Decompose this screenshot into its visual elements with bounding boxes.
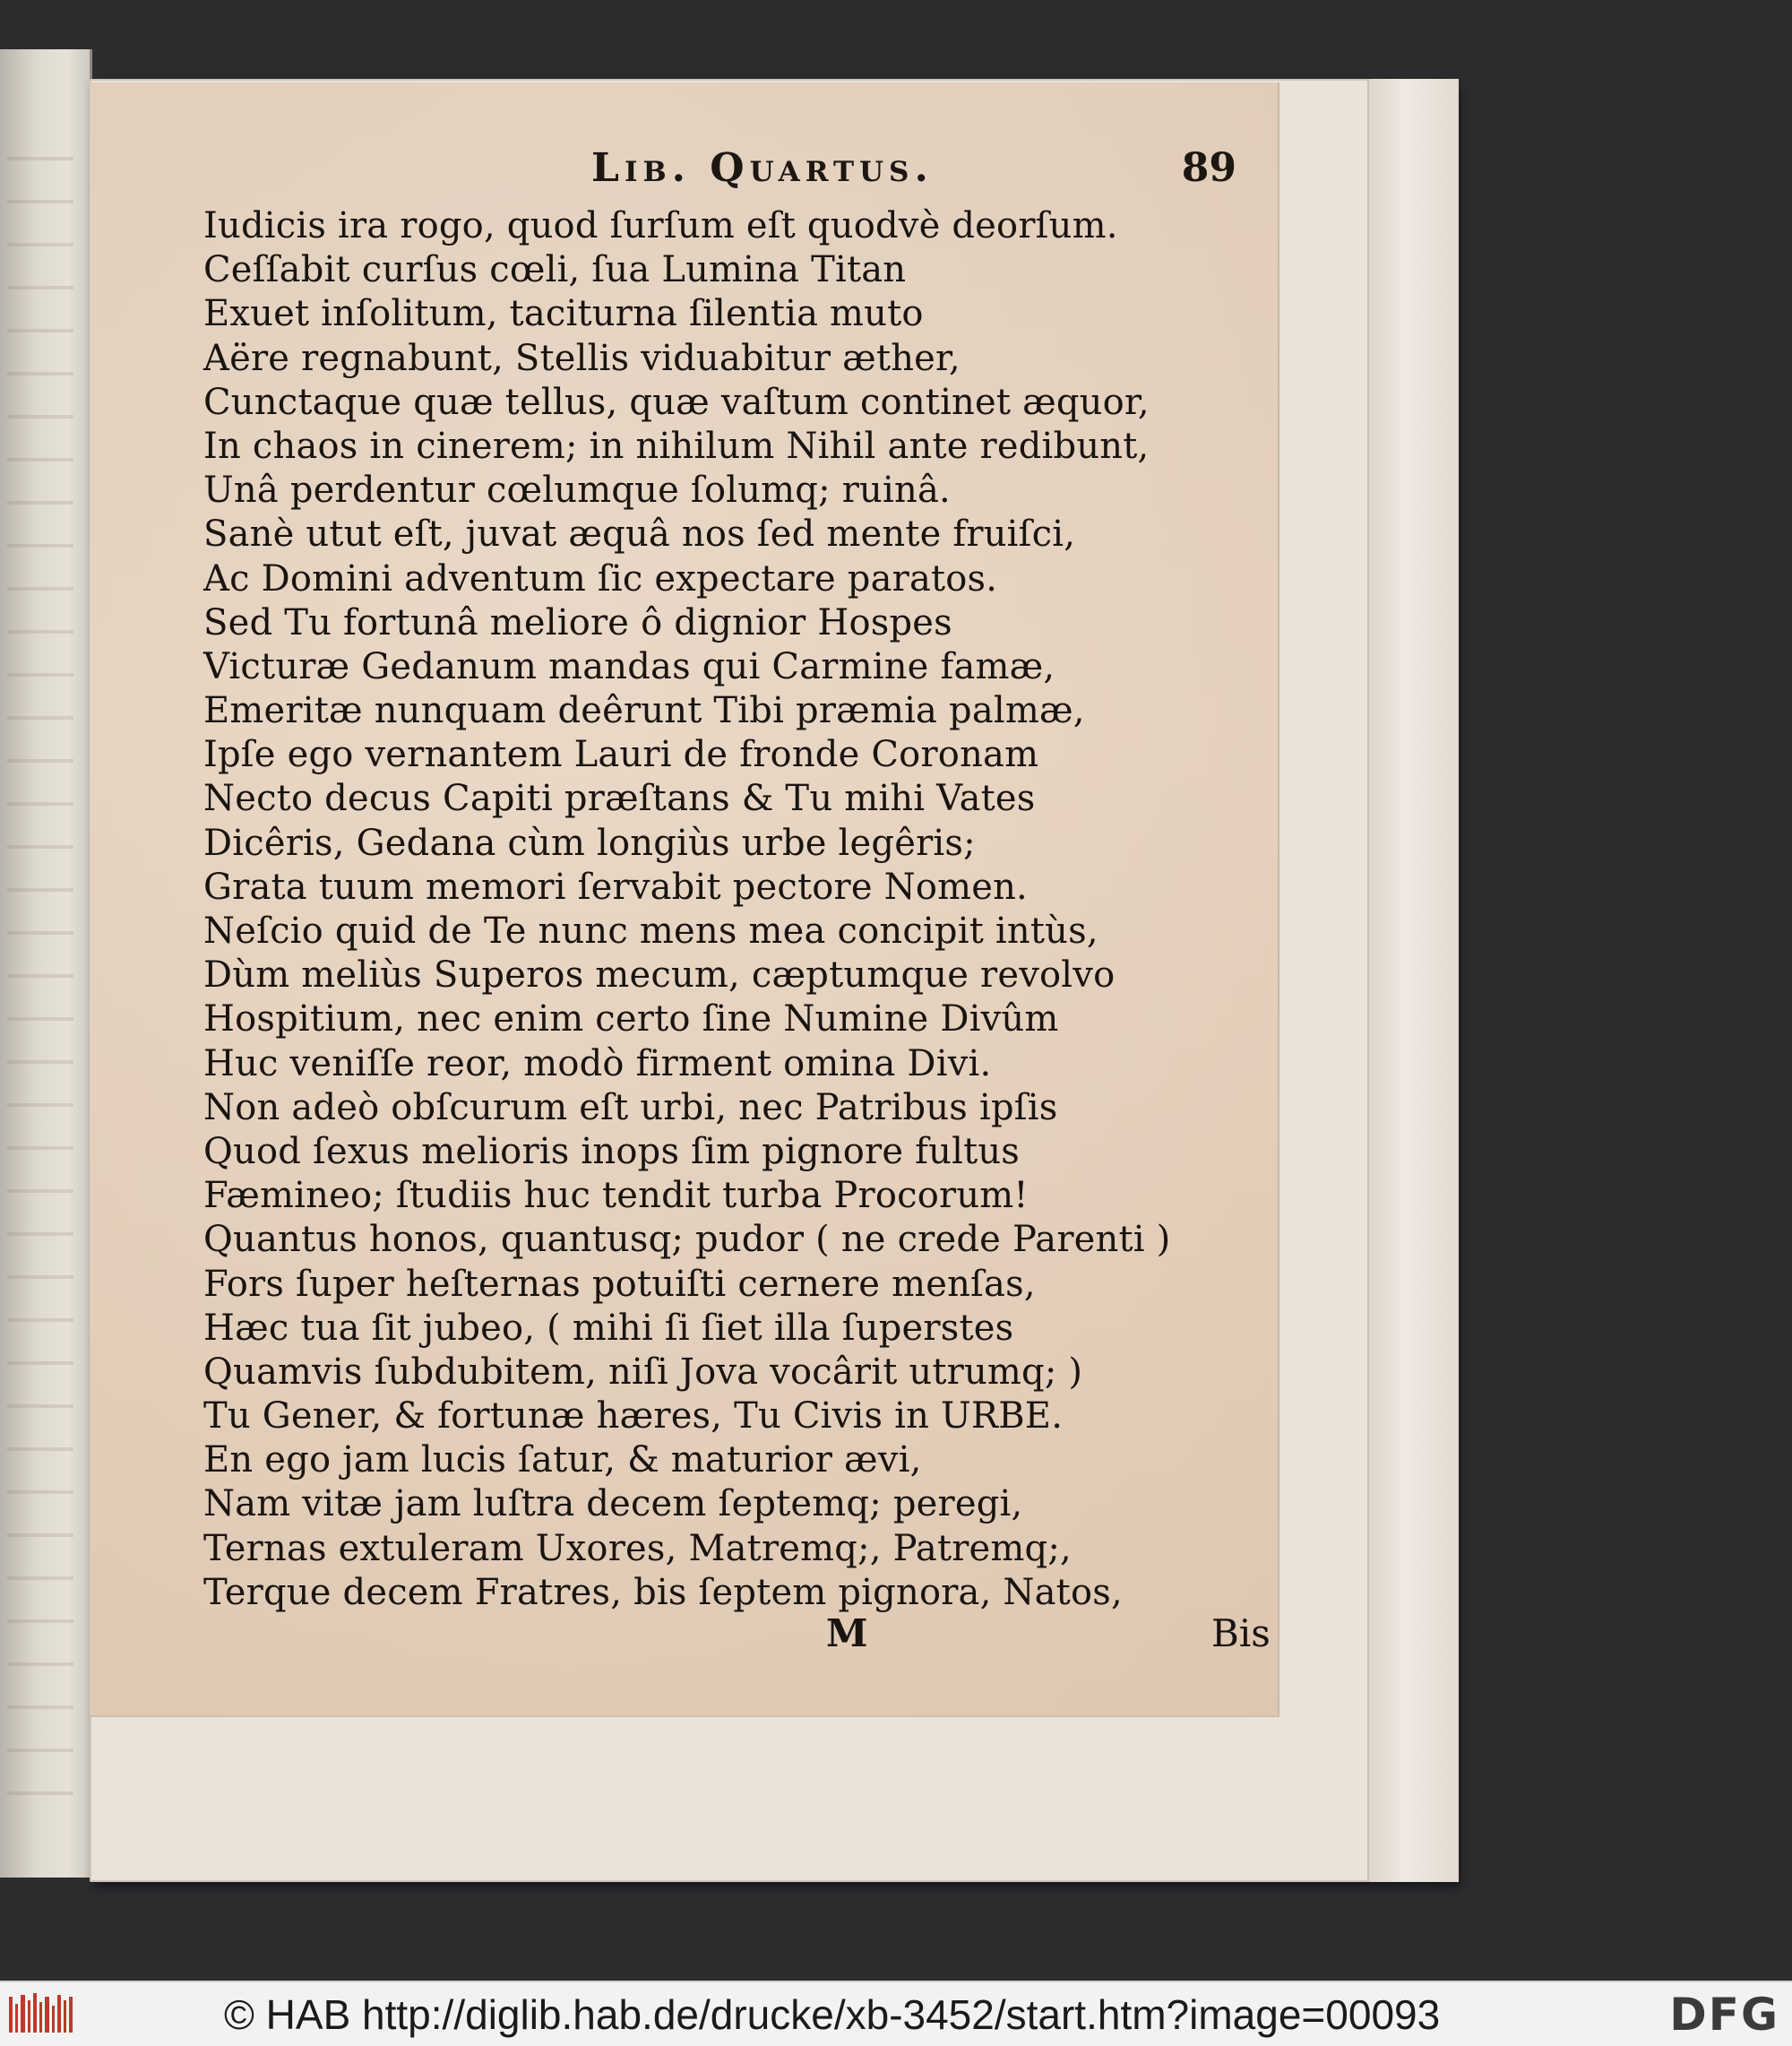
verse-line: Dùm meliùs Superos mecum, cæptumque revolvo <box>203 954 1116 997</box>
verse-line: Cunctaque quæ tellus, quæ vaſtum continet æquor, <box>203 381 1150 423</box>
verse-line: Sanè utut eſt, juvat æquâ nos ſed mente fruiſci, <box>203 514 1076 556</box>
verse-line: Fors ſuper heſternas potuiſti cernere menſas, <box>203 1263 1036 1305</box>
verse-line: Ac Domini adventum ſic expectare paratos. <box>203 557 998 600</box>
signature-mark: M <box>826 1611 868 1655</box>
verse-line: Grata tuum memori ſervabit pectore Nomen. <box>203 866 1028 908</box>
verse-line: Necto decus Capiti præſtans & Tu mihi Vates <box>203 778 1036 820</box>
verse-line: Hospitium, nec enim certo ſine Numine Divûm <box>203 998 1059 1040</box>
verse-line: Tu Gener, & fortunæ hæres, Tu Civis in URBE. <box>203 1395 1064 1437</box>
verse-line: En ego jam lucis ſatur, & maturior ævi, <box>203 1439 922 1481</box>
verse-line: Dicêris, Gedana cùm longiùs urbe legêris; <box>203 822 976 864</box>
verse-line: Non adeò obſcurum eſt urbi, nec Patribus ipſis <box>203 1086 1058 1128</box>
dfg-logo: DFG <box>1669 1989 1779 2041</box>
page-margin-strip <box>1367 79 1459 1882</box>
verse-line: Ipſe ego vernantem Lauri de fronde Coronam <box>203 734 1039 776</box>
book-page <box>90 79 1457 1882</box>
verse-line: Ternas extuleram Uxores, Matremq;, Patremq;, <box>203 1527 1072 1569</box>
verse-line: Quamvis ſubdubitem, niſi Jova vocârit utrumq; ) <box>203 1351 1083 1393</box>
barcode-icon <box>7 1991 75 2038</box>
verse-line: Fæmineo; ſtudiis huc tendit turba Procorum! <box>203 1175 1029 1217</box>
printed-leaf <box>90 82 1279 1717</box>
verse-line: Victuræ Gedanum mandas qui Carmine famæ, <box>203 645 1055 687</box>
verse-line: Aëre regnabunt, Stellis viduabitur æther, <box>203 337 961 379</box>
verse-line: Unâ perdentur cœlumque ſolumq; ruinâ. <box>203 470 951 512</box>
left-page-edge <box>0 49 92 1878</box>
page-number: 89 <box>1181 145 1236 191</box>
verse-line: Ceſſabit curſus cœli, ſua Lumina Titan <box>203 249 907 291</box>
verse-line: Nam vitæ jam luſtra decem ſeptemq; peregi, <box>203 1483 1023 1525</box>
verse-line: Terque decem Fratres, bis ſeptem pignora, Natos, <box>203 1571 1123 1613</box>
verse-line: Huc veniſſe reor, modò firment omina Divi. <box>203 1042 992 1084</box>
verse-line: Sed Tu fortunâ meliore ô dignior Hospes <box>203 601 952 643</box>
verse-line: Exuet inſolitum, taciturna ſilentia muto <box>203 293 924 335</box>
verse-line: Hæc tua ſit jubeo, ( mihi ſi ſiet illa ſuperstes <box>203 1307 1014 1349</box>
verse-line: In chaos in cinerem; in nihilum Nihil ante redibunt, <box>203 425 1150 467</box>
catchword: Bis <box>1211 1611 1271 1655</box>
verse-line: Iudicis ira rogo, quod ſurſum eſt quodvè deorſum. <box>203 205 1118 246</box>
page-header <box>591 145 1272 199</box>
copyright-link[interactable]: © HAB http://diglib.hab.de/drucke/xb-3452/start.htm?image=00093 <box>224 1991 1441 2038</box>
viewer-footer <box>0 1981 1792 2046</box>
running-head: Lib. Quartus. <box>591 145 934 191</box>
verse-line: Quantus honos, quantusq; pudor ( ne crede Parenti ) <box>203 1219 1171 1261</box>
page-footer-marks <box>203 1611 1279 1665</box>
verse-line: Emeritæ nunquam deêrunt Tibi præmia palmæ, <box>203 690 1085 732</box>
verse-line: Quod ſexus melioris inops ſim pignore fultus <box>203 1130 1021 1172</box>
verse-line: Neſcio quid de Te nunc mens mea concipit intùs, <box>203 911 1098 952</box>
verse-text <box>203 204 1270 1615</box>
